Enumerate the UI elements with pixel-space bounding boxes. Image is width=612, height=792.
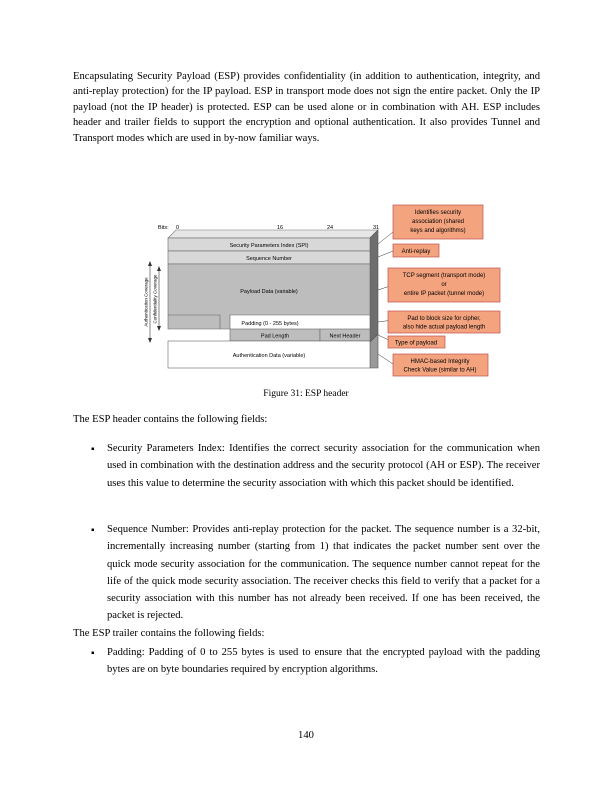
- header-field-sequence: Sequence Number: Provides anti-replay protection for the packet. The sequence number is a 32-bit, incrementally increasing number (starting from 1) that indicates the packet number sent over the quick mode security association for the communication. The sequence number cannot repeat for the life of the quick mode security association. The receiver checks this field to verify that a packet for a security association with this number has not already been received. If one has been received, the packet is rejected.: [107, 524, 540, 622]
- svg-text:Type of payload: Type of payload: [394, 340, 438, 347]
- trailer-intro: The ESP trailer contains the following fields:: [73, 628, 265, 639]
- header-field-spi: Security Parameters Index: Identifies the correct security association for the communication when used in combination with the destination address and the security protocol (AH or ESP). The receiver uses this value to determine the security association with which this packet should be identified.: [107, 443, 540, 489]
- trailer-field-padding: Padding: Padding of 0 to 255 bytes is used to ensure that the encrypted payload with the padding bytes are on byte boundaries required by encryption algorithms.: [107, 647, 540, 676]
- payload-field: [168, 264, 370, 329]
- bit-tick-0: 0: [176, 225, 180, 231]
- esp-header-figure: [140, 198, 510, 380]
- bits-label: Bits:: [158, 225, 169, 231]
- svg-text:association (shared: association (shared: [411, 219, 465, 225]
- sequence-number-label: Sequence Number: [246, 256, 292, 262]
- svg-text:also hide actual payload lengt: also hide actual payload length: [402, 324, 486, 331]
- bit-tick-24: 24: [327, 225, 334, 231]
- svg-text:HMAC-based Integrity: HMAC-based Integrity: [410, 359, 470, 365]
- padding-label: Padding (0 - 255 bytes): [241, 321, 299, 327]
- svg-text:Anti-replay: Anti-replay: [401, 249, 431, 255]
- next-header-label: Next Header: [329, 333, 361, 340]
- bit-tick-31: 31: [373, 225, 380, 231]
- figure-caption: Figure 31: ESP header: [263, 389, 349, 399]
- callout-payload: [388, 268, 500, 302]
- auth-data-label: Authentication Data (variable): [232, 353, 306, 359]
- page-number: 140: [298, 730, 314, 741]
- svg-text:or: or: [441, 282, 447, 288]
- callout-next-header: [388, 336, 445, 348]
- bit-tick-16: 16: [277, 225, 284, 231]
- callout-auth-data: [393, 354, 488, 376]
- pad-length-label: Pad Length: [260, 333, 290, 340]
- authentication-coverage-label: Authentication Coverage: [143, 277, 149, 327]
- header-intro: The ESP header contains the following fields:: [73, 414, 268, 425]
- bullet-icon: ▪: [91, 444, 95, 455]
- confidentiality-coverage-label: Confidentiality Coverage: [152, 274, 158, 324]
- callout-padding: [388, 311, 500, 333]
- svg-text:Check Value (similar to AH): Check Value (similar to AH): [403, 367, 477, 374]
- bullet-icon: ▪: [91, 525, 95, 536]
- payload-label: Payload Data (variable): [240, 289, 298, 295]
- svg-text:entire IP packet (tunnel mode): entire IP packet (tunnel mode): [403, 291, 485, 297]
- svg-text:TCP segment (transport mode): TCP segment (transport mode): [402, 273, 486, 279]
- spi-label: Security Parameters Index (SPI): [229, 243, 309, 249]
- svg-text:Identifies security: Identifies security: [414, 210, 462, 216]
- callout-spi: [393, 205, 483, 239]
- bullet-icon: ▪: [91, 648, 95, 659]
- svg-text:keys and algorithms): keys and algorithms): [410, 228, 466, 234]
- callout-anti-replay: [393, 244, 439, 257]
- intro-paragraph: Encapsulating Security Payload (ESP) provides confidentiality (in addition to authentication, integrity, and anti-replay protection) for the IP payload. ESP in transport mode does not sign the entire packet. Only the IP payload (not the IP header) is protected. ESP can be used alone or in combination with AH. ESP includes header and trailer fields to support the encryption and optional authentication. It also provides Tunnel and Transport modes which are used in by-now familiar ways.: [73, 71, 540, 144]
- svg-text:Pad to block size for cipher,: Pad to block size for cipher,: [407, 316, 481, 322]
